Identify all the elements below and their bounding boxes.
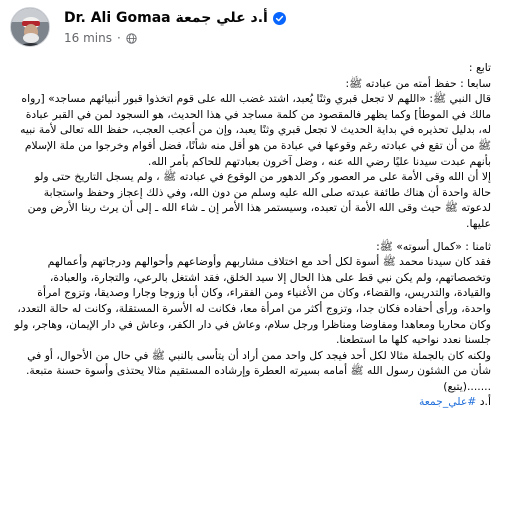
post-paragraph: فقد كان سيدنا محمد ﷺ أسوة لكل أحد مع اختلاف مشاربهم وأوضاعهم وأحوالهم ودرجاتهم وأعمالهم وتخصصاتهم، ولم يكن نبي قط على هذا الحال إلا سيد الخلق، فقد اشتغل بالرعي، والتجارة، والعبادة، والقيادة، والتدريس، والقضاء، وكان من الأغنياء ومن الفقراء، وكان أبا وزوجا وجارا وصديقا، وتزوج امرأة واحدة، ورأى أحفاده فكان جدا، وتزوج أكثر من امرأة معا، فكانت له الأسرة المستقلة، وكانت له حالة التعدد، وكان محاربا ومعاهدا ومفاوضا ومناظرا ورجل سلام، وعاش في دار الكفر، وعاش في دار الإيمان، وهاجر، ولو جلسنا نعدد نواحيه كلها ما استطعنا. [14, 255, 491, 347]
post-meta [64, 30, 495, 46]
avatar-image [11, 8, 50, 47]
post-body [14, 60, 491, 410]
post-signature-line [14, 394, 491, 410]
post-paragraph: سابعا : حفظ أمته من عبادته ﷺ: [345, 76, 491, 90]
author-line [64, 9, 495, 27]
globe-icon[interactable] [126, 33, 137, 44]
signature-text: أ.د [479, 395, 491, 409]
post-time[interactable]: 16 mins [64, 31, 112, 45]
post-paragraph: ولكنه كان بالجملة مثالا لكل أحد فيجد كل واحد ممن أراد أن يتأسى بالنبي ﷺ في حال من الأحوال، أو في شأن من الشئون رسول الله ﷺ أمامه بسيرته العطرة وإرشاده المستقيم مثالا يحتذى وأسوة حسنة متبعة. .......(يتبع) [25, 348, 491, 393]
verified-badge-icon [273, 12, 286, 25]
post-paragraph: قال النبي ﷺ: «اللهم لا تجعل قبري وثنًا يُعبد، اشتد غضب الله على قوم اتخذوا قبور أنبيائهم مساجد» [رواه مالك في الموطأ] وكما يظهر فالمقصود من كلمة مساجد في هذا الحديث، هو السجود لمن في القبر عبادة له، بدليل تحذيره في بداية الحديث لا تجعل قبري وثنًا يعبد، وإن من أعجب العجب، حفظ الله تعالى لأمة نبيه ﷺ من أن تقع في عبادته رغم وقوعها في عبادة من هو أقل منه شأنًا، فضل أقوام وخرجوا من ملة الإسلام بأنهم عبدت سيدنا عليًا رضي الله عنه ، وضل آخرون بعبادتهم للحاكم بأمر الله. [20, 92, 491, 168]
post-paragraph: ثامنا : «كمال أسوته» ﷺ: [376, 239, 491, 253]
post-header [10, 6, 495, 56]
post-paragraph: إلا أن الله وقى الأمة على مر العصور وكر الدهور من الوقوع في عبادته ﷺ ، ولم يسجل التاريخ حتى ولو حالة واحدة أن هناك طائفة عبدته صلى الله عليه وسلم من دون الله، وفي ذلك إعجاز وحفظ واستجابة لدعوته ﷺ حيث وقى الله الأمة أن تعبده، وسيستمر هذا الأمر إن ـ شاء الله ـ إلى أن يرث ربنا الأرض ومن عليها. [27, 170, 491, 230]
meta-separator: · [116, 31, 121, 45]
avatar[interactable] [10, 7, 50, 47]
post-paragraph: تابع : [468, 61, 491, 74]
paragraph-gap [14, 232, 491, 239]
hashtag-link[interactable]: #علي_جمعة [418, 395, 477, 409]
author-name[interactable]: Dr. Ali Gomaa أ.د علي جمعة [64, 10, 268, 26]
header-text [64, 9, 495, 46]
